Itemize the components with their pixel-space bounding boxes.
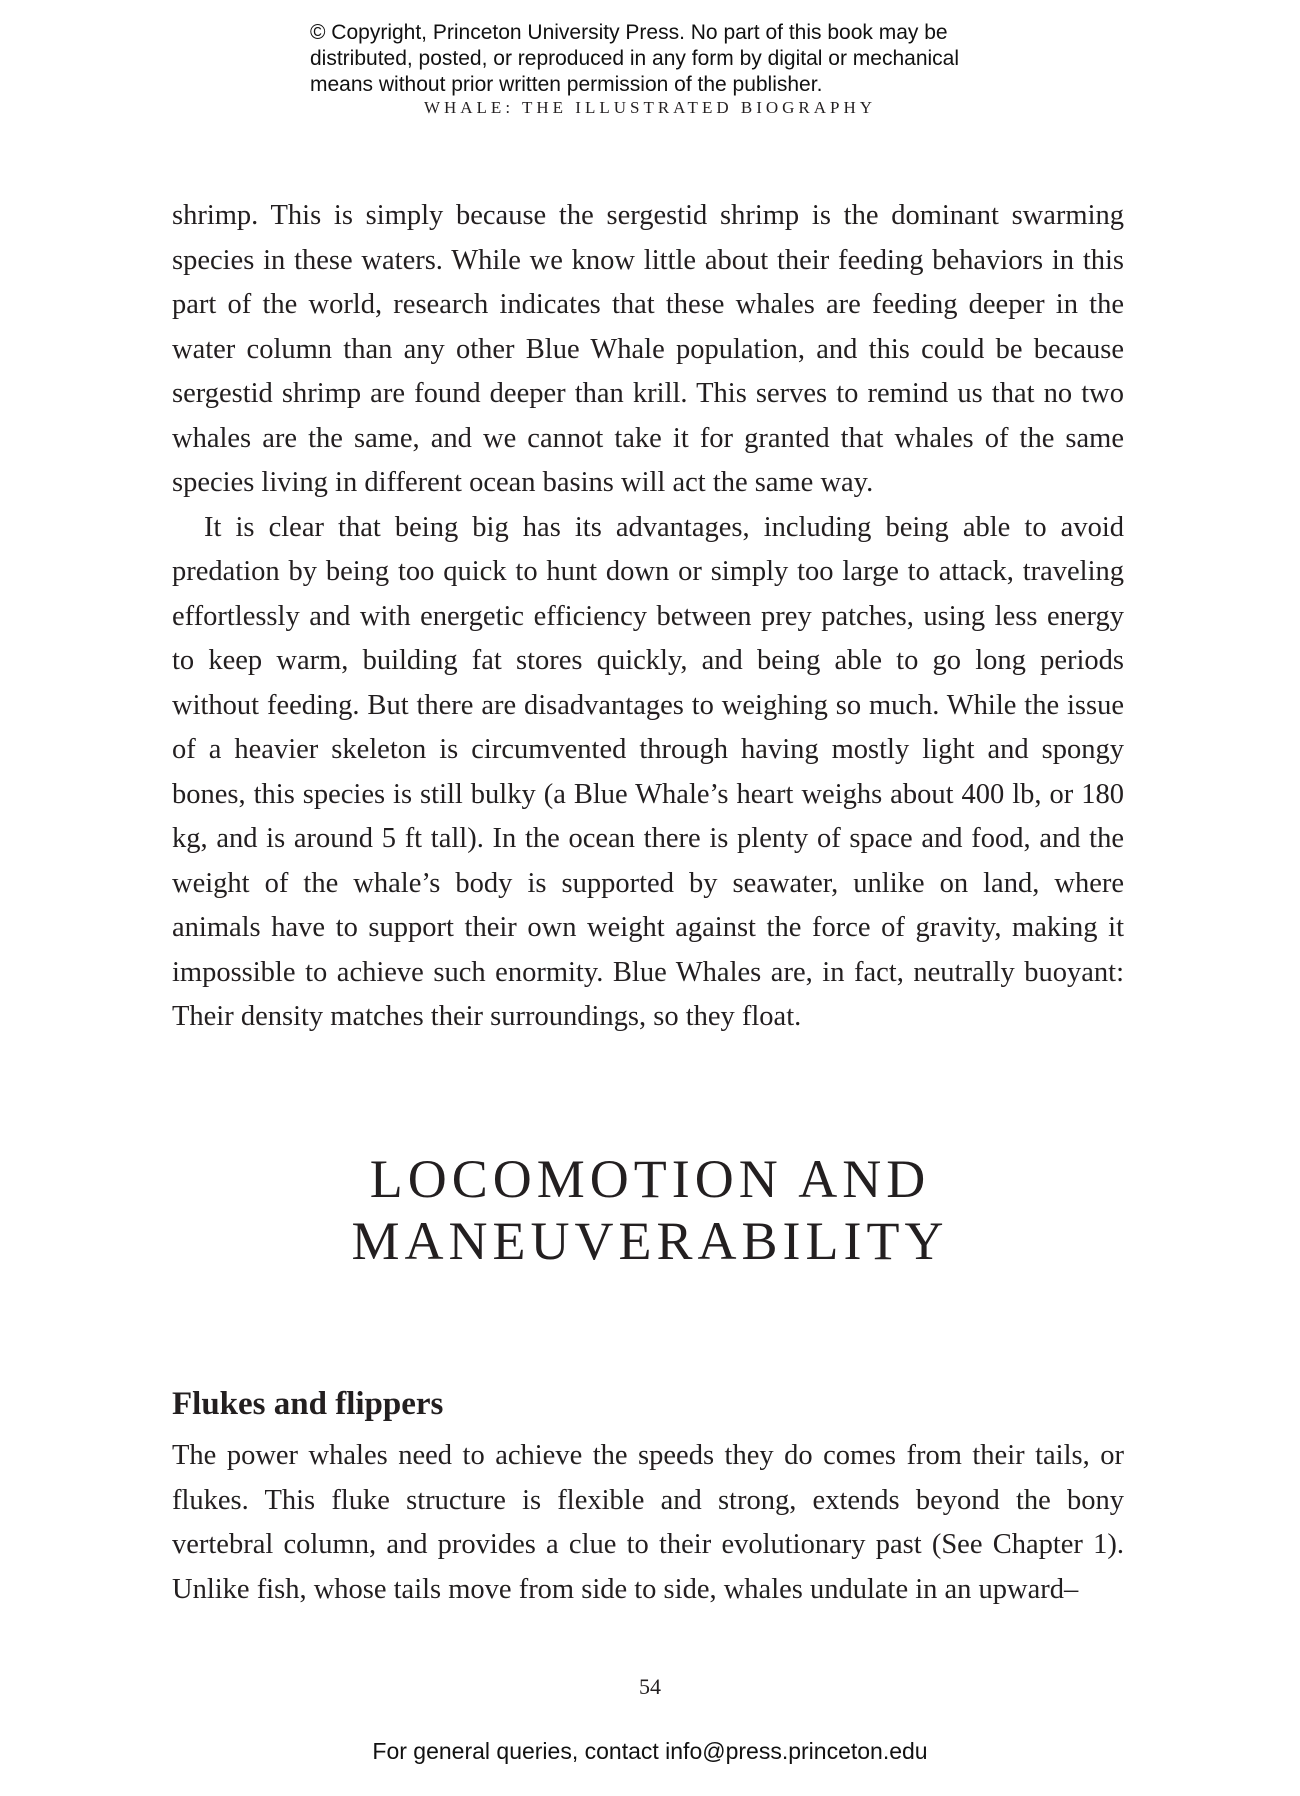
running-head: WHALE: THE ILLUSTRATED BIOGRAPHY (423, 98, 877, 117)
chapter-heading-line-1: LOCOMOTION AND (369, 1149, 931, 1209)
paragraph-2: It is clear that being big has its advantages, including being able to avoid predation by being too quick to hunt down or simply too large to attack, traveling effortlessly and with energetic efficiency between prey patches, using less energy to keep warm, building fat stores quickly, and being able to go long periods without feeding. But there are disadvantages to weighing so much. While the issue of a heavier skeleton is circumvented through having mostly light and spongy bones, this species is still bulky (a Blue Whale’s heart weighs about 400 lb, or 180 kg, and is around 5 ft tall). In the ocean there is plenty of space and food, and the weight of the whale’s body is supported by seawater, unlike on land, where animals have to support their own weight against the force of gravity, making it impossible to achieve such enormity. Blue Whales are, in fact, neutrally buoyant: Their density matches their surroundings, so they float. (172, 511, 1124, 1032)
section-subheading: Flukes and flippers (172, 1386, 444, 1422)
copyright-line-1: © Copyright, Princeton University Press. No part of this book may be (310, 21, 948, 44)
chapter-heading-line-2: MANEUVERABILITY (351, 1211, 949, 1271)
body-text-bottom (172, 1434, 1124, 1612)
copyright-notice (310, 20, 1030, 98)
paragraph-1: shrimp. This is simply because the sergestid shrimp is the dominant swarming species in these waters. While we know little about their feeding behaviors in this part of the world, research indicates that these whales are feeding deeper in the water column than any other Blue Whale population, and this could be because sergestid shrimp are found deeper than krill. This serves to remind us that no two whales are the same, and we cannot take it for granted that whales of the same species living in different ocean basins will act the same way. (172, 200, 1124, 498)
chapter-heading (0, 1148, 1300, 1272)
copyright-line-3: means without prior written permission of the publisher. (310, 73, 823, 96)
body-text-top (172, 194, 1124, 1040)
footer-contact: For general queries, contact info@press.princeton.edu (372, 1738, 928, 1764)
paragraph-3: The power whales need to achieve the speeds they do comes from their tails, or flukes. This fluke structure is flexible and strong, extends beyond the bony vertebral column, and provides a clue to their evolutionary past (See Chapter 1). Unlike fish, whose tails move from side to side, whales undulate in an upward– (172, 1440, 1124, 1605)
copyright-line-2: distributed, posted, or reproduced in any form by digital or mechanical (310, 47, 960, 70)
page-number: 54 (639, 1674, 661, 1699)
